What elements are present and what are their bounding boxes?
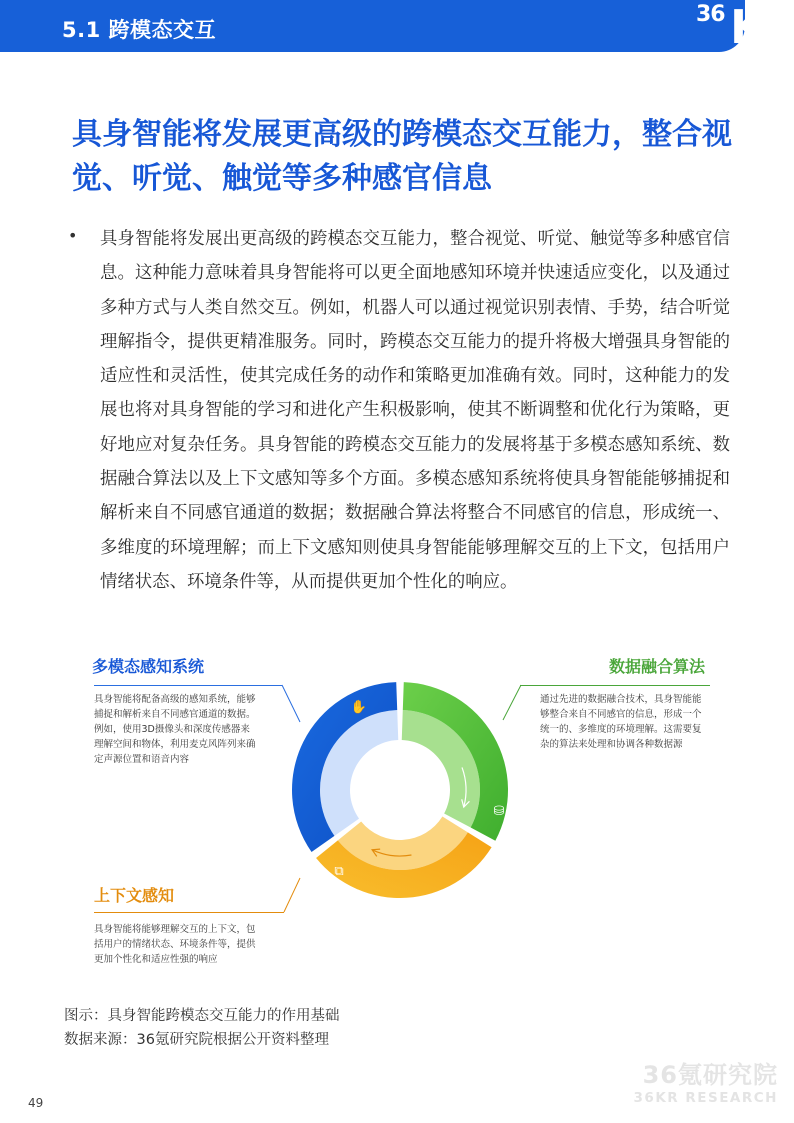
segment-title-fusion: 数据融合算法 xyxy=(609,657,706,676)
page-headline: 具身智能将发展更高级的跨模态交互能力，整合视觉、听觉、触觉等多种感官信息 xyxy=(72,117,732,196)
segment-desc-multimodal: 具身智能将配备高级的感知系统，能够捕捉和解析来自不同感官通道的数据。例如，使用3D摄像头和深度传感器来理解空间和物体，利用麦克风阵列来确定声源位置和语音内容 xyxy=(94,694,256,765)
bullet-dot: • xyxy=(68,226,78,245)
watermark xyxy=(628,1055,778,1106)
connector-line-context xyxy=(94,912,284,913)
segment-title-context: 上下文感知 xyxy=(94,886,175,905)
source-caption: 数据来源：36氪研究院根据公开资料整理 xyxy=(64,1032,329,1048)
page-number: 49 xyxy=(28,1096,44,1110)
segment-title-multimodal: 多模态感知系统 xyxy=(92,657,205,676)
section-title: 5.1 跨模态交互 xyxy=(62,18,217,42)
segment-desc-fusion: 通过先进的数据融合技术，具身智能能够整合来自不同感官的信息，形成一个统一的、多维度的环境理解。这需要复杂的算法来处理和协调各种数据源 xyxy=(540,694,702,750)
connector-line-multimodal xyxy=(94,685,282,686)
connector-line-fusion xyxy=(520,685,710,686)
brand-logo xyxy=(680,0,794,56)
hand-icon: ✋ xyxy=(350,700,368,715)
body-paragraph: 具身智能将发展出更高级的跨模态交互能力，整合视觉、听觉、触觉等多种感官信息。这种能力意味着具身智能将可以更全面地感知环境并快速适应变化，以及通过多种方式与人类自然交互。例如，机器人可以通过视觉识别表情、手势，结合听觉理解指令，提供更精准服务。同时，跨模态交互能力的提升将极大增强具身智能的适应性和灵活性，使其完成任务的动作和策略更加准确有效。同时，这种能力的发展也将对具身智能的学习和进化产生积极影响，使其不断调整和优化行为策略，更好地应对复杂任务。具身智能的跨模态交互能力的发展将基于多模态感知系统、数据融合算法以及上下文感知等多个方面。多模态感知系统将使具身智能能够捕捉和解析来自不同感官通道的数据；数据融合算法将整合不同感官的信息，形成统一、多维度的环境理解；而上下文感知则使具身智能能够理解交互的上下文，包括用户情绪状态、环境条件等，从而提供更加个性化的响应。 xyxy=(100,229,730,592)
brand-logo-letters: Kr xyxy=(730,0,783,54)
segment-desc-context: 具身智能将能够理解交互的上下文，包括用户的情绪状态、环境条件等，提供更加个性化和适应性强的响应 xyxy=(94,924,256,965)
watermark-en: 36KR RESEARCH xyxy=(633,1090,778,1106)
database-icon: ⛁ xyxy=(493,804,505,819)
figure-caption: 图示：具身智能跨模态交互能力的作用基础 xyxy=(64,1008,340,1024)
cycle-diagram xyxy=(270,660,530,920)
brand-logo-number: 36 xyxy=(696,2,725,27)
code-window-icon: ⧉ xyxy=(334,864,344,879)
watermark-cn: 36氪研究院 xyxy=(642,1061,778,1089)
